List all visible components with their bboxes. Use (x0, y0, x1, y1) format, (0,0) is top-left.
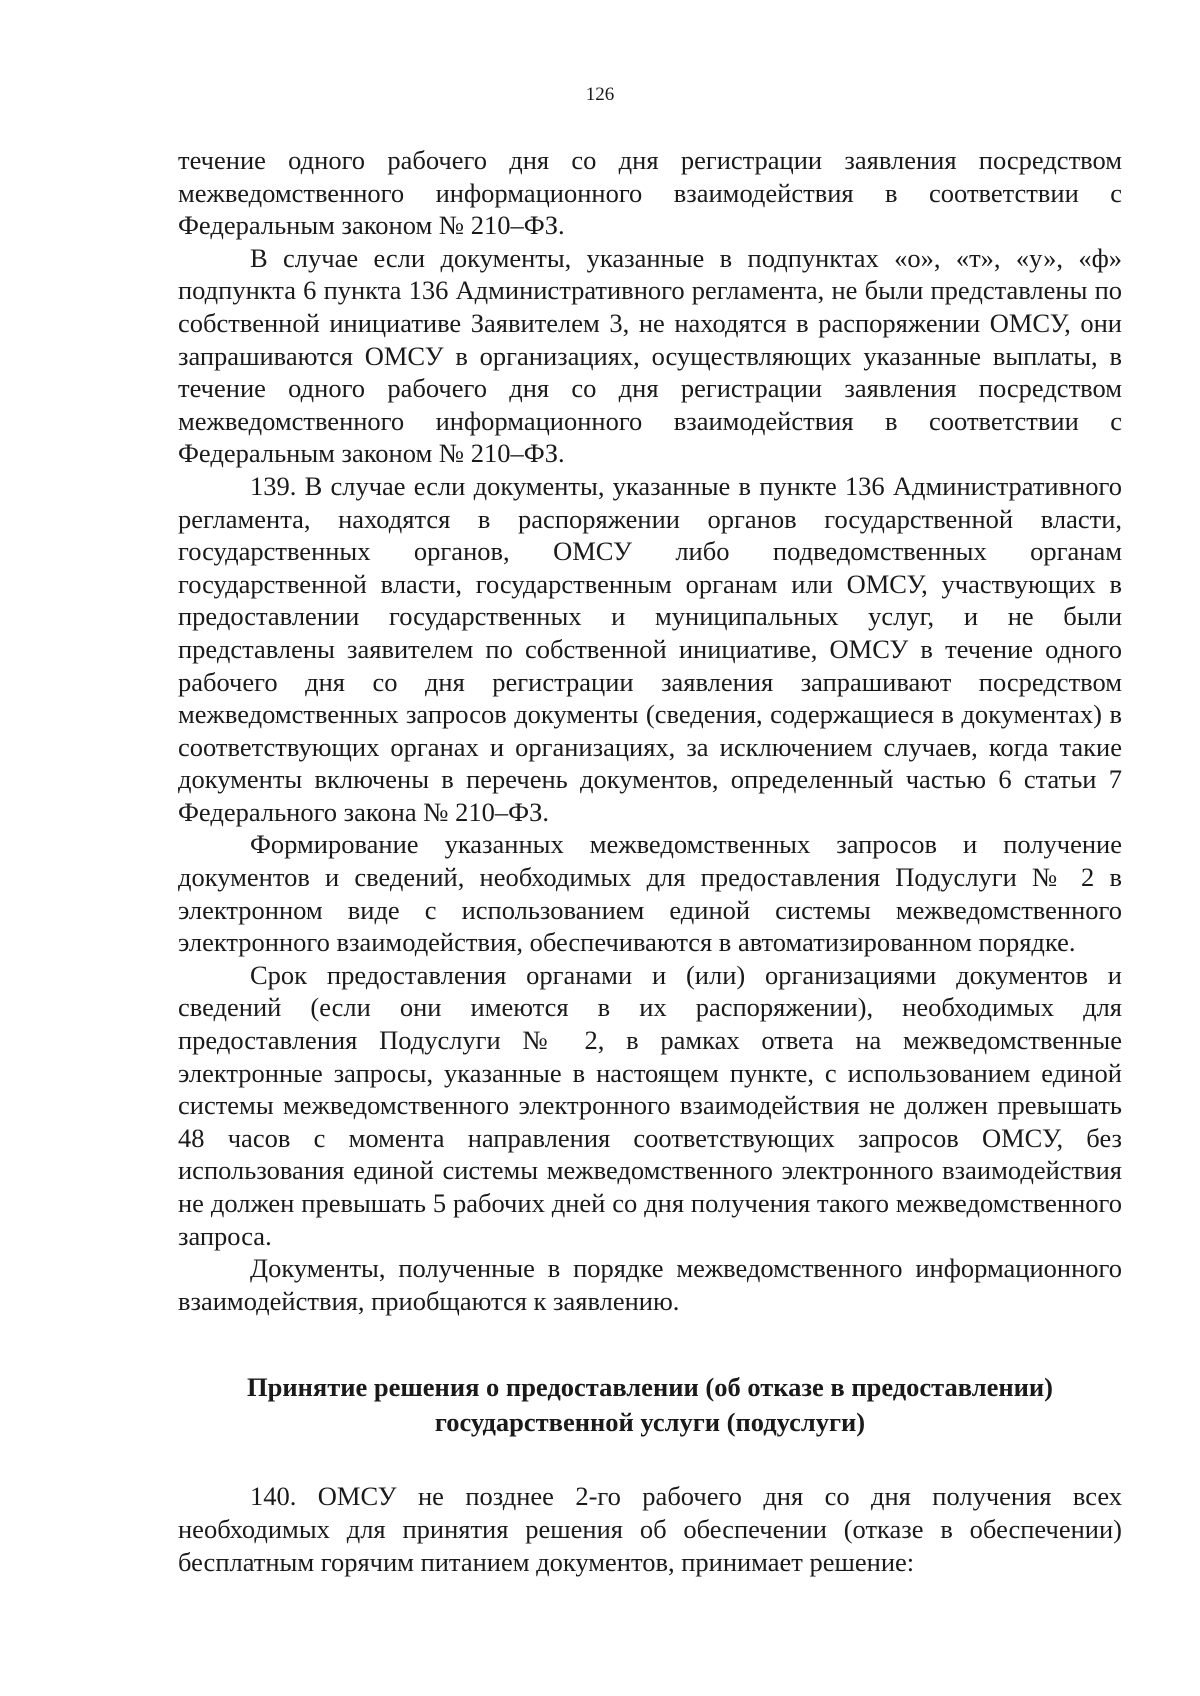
paragraph-continuation: течение одного рабочего дня со дня регистрации заявления посредством межведомственного информационного взаимодействия в соответствии с Федеральным законом № 210–ФЗ. (178, 145, 1122, 241)
paragraph-subitems: В случае если документы, указанные в подпунктах «о», «т», «у», «ф» подпункта 6 пункта 136 Административного регламента, не были представлены по собственной инициативе Заявителем 3, не находятся в распоряжении ОМСУ, они запрашиваются ОМСУ в организациях, осуществляющих указанные выплаты, в течение одного рабочего дня со дня регистрации заявления посредством межведомственного информационного взаимодействия в соответствии с Федеральным законом № 210–ФЗ. (178, 242, 1122, 469)
document-body (178, 144, 1122, 1578)
paragraph-forming-requests: Формирование указанных межведомственных запросов и получение документов и сведений, необходимых для предоставления Подуслуги № 2 в электронном виде с использованием единой системы межведомственного электронного взаимодействия, обеспечиваются в автоматизированном порядке. (178, 829, 1122, 958)
paragraph-documents-received: Документы, полученные в порядке межведомственного информационного взаимодействия, приобщаются к заявлению. (178, 1253, 1122, 1316)
paragraph-140: 140. ОМСУ не позднее 2-го рабочего дня со дня получения всех необходимых для принятия решения об обеспечении (отказе в обеспечении) бесплатным горячим питанием документов, принимает решение: (178, 1481, 1122, 1577)
paragraph-deadline: Срок предоставления органами и (или) организациями документов и сведений (если они имеются в их распоряжении), необходимых для предоставления Подуслуги № 2, в рамках ответа на межведомственные электронные запросы, указанные в настоящем пункте, с использованием единой системы межведомственного электронного взаимодействия не должен превышать 48 часов с момента направления соответствующих запросов ОМСУ, без использования единой системы межведомственного электронного взаимодействия не должен превышать 5 рабочих дней со дня получения такого межведомственного запроса. (178, 959, 1122, 1251)
page-number: 126 (585, 84, 615, 105)
paragraph-139: 139. В случае если документы, указанные в пункте 136 Административного регламента, находятся в распоряжении органов государственной власти, государственных органов, ОМСУ либо подведомственных органам государственной власти, государственным органам или ОМСУ, участвующих в предоставлении государственных и муниципальных услуг, и не были представлены заявителем по собственной инициативе, ОМСУ в течение одного рабочего дня со дня регистрации заявления запрашивают посредством межведомственных запросов документы (сведения, содержащиеся в документах) в соответствующих органах и организациях, за исключением случаев, когда такие документы включены в перечень документов, определенный частью 6 статьи 7 Федерального закона № 210–ФЗ. (178, 470, 1122, 827)
section-heading-line-1: Принятие решения о предоставлении (об отказе в предоставлении) (247, 1372, 1053, 1403)
section-heading (178, 1370, 1122, 1440)
section-heading-line-2: государственной услуги (подуслуги) (434, 1407, 866, 1438)
